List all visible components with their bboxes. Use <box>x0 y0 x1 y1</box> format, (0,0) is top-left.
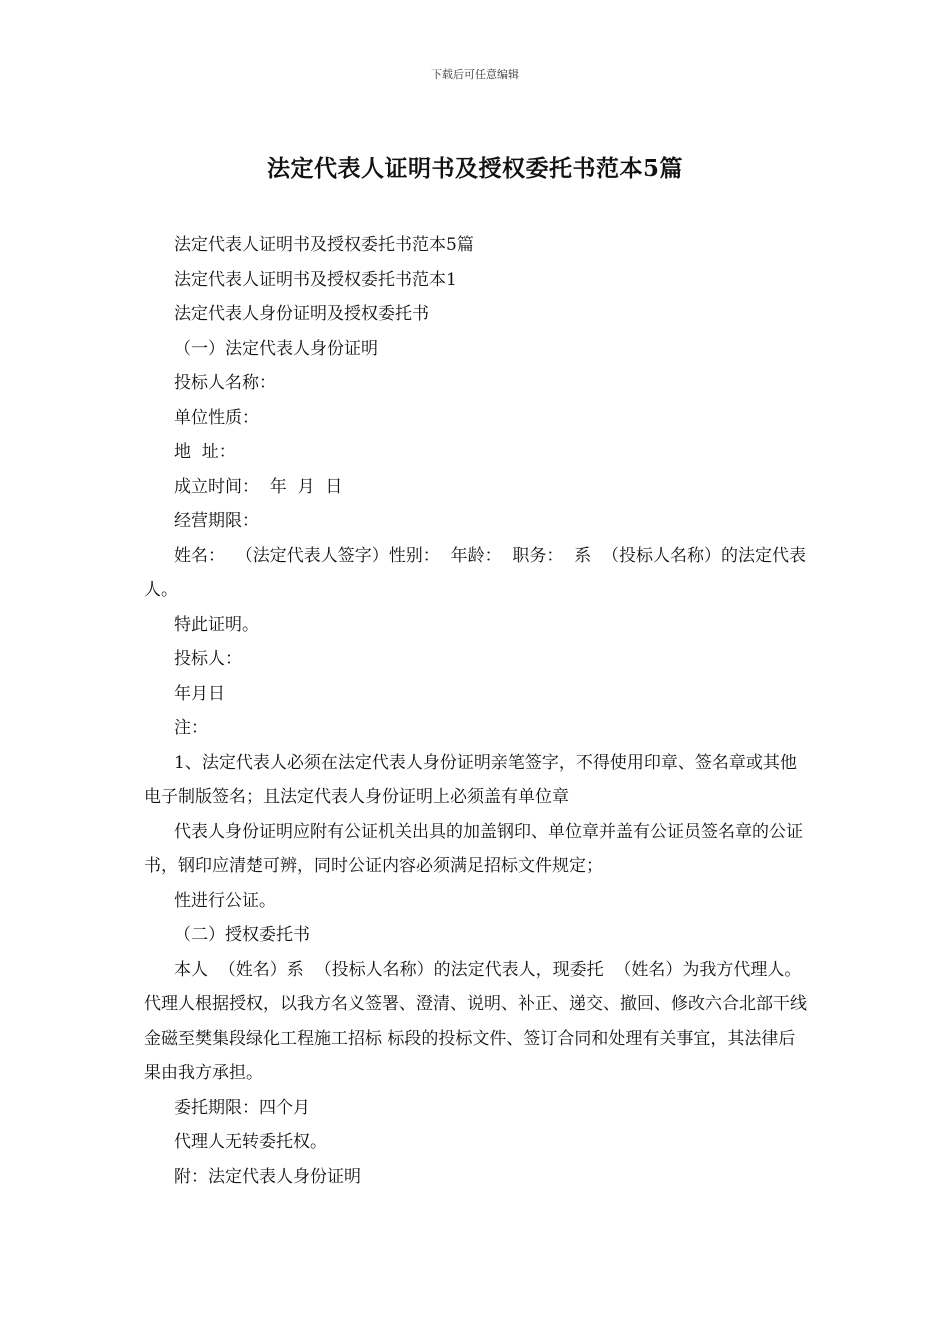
form-field-label: 单位性质： <box>174 407 259 428</box>
note-item: 1、法定代表人必须在法定代表人身份证明亲笔签字，不得使用印章、签名章或其他电子制版签名；且法定代表人身份证明上必须盖有单位章 <box>144 752 797 807</box>
section-heading: （一）法定代表人身份证明 <box>174 338 378 359</box>
header-note: 下载后可任意编辑 <box>431 68 519 81</box>
paragraph: 法定代表人证明书及授权委托书范本1 <box>174 269 457 290</box>
form-field-label: 经营期限： <box>174 511 259 531</box>
paragraph: 特此证明。 <box>174 614 259 635</box>
paragraph: 附：法定代表人身份证明 <box>174 1166 361 1187</box>
form-field-label: 投标人： <box>174 649 242 669</box>
section-heading: （二）授权委托书 <box>174 925 310 945</box>
paragraph: 委托期限：四个月 <box>174 1097 310 1118</box>
form-field-label: 成立时间： 年 月 日 <box>174 476 343 497</box>
paragraph: 本人 （姓名）系 （投标人名称）的法定代表人，现委托 （姓名）为我方代理人。代理人根据授权，以我方名义签署、澄清、说明、补正、递交、撤回、修改六合北部干线金磁至樊集段绿化工程施工招标 标段的投标文件、签订合同和处理有关事宜，其法律后果由我方承担。 <box>144 959 807 1083</box>
paragraph: 性进行公证。 <box>174 890 276 911</box>
paragraph: 法定代表人证明书及授权委托书范本5篇 <box>174 235 474 255</box>
document-title: 法定代表人证明书及授权委托书范本5篇 <box>266 155 683 182</box>
paragraph: 法定代表人身份证明及授权委托书 <box>174 304 429 324</box>
paragraph: 姓名： （法定代表人签字）性别： 年龄： 职务： 系 （投标人名称）的法定代表人。 <box>144 545 807 600</box>
form-field-label: 地 址： <box>174 442 236 462</box>
form-field-label: 投标人名称： <box>174 373 276 393</box>
paragraph: 代理人无转委托权。 <box>174 1132 327 1152</box>
note-label: 注： <box>174 718 208 738</box>
paragraph: 代表人身份证明应附有公证机关出具的加盖钢印、单位章并盖有公证员签名章的公证书，钢印应清楚可辨，同时公证内容必须满足招标文件规定； <box>144 821 803 876</box>
date-line: 年月日 <box>174 683 225 704</box>
document-body <box>144 228 812 1194</box>
